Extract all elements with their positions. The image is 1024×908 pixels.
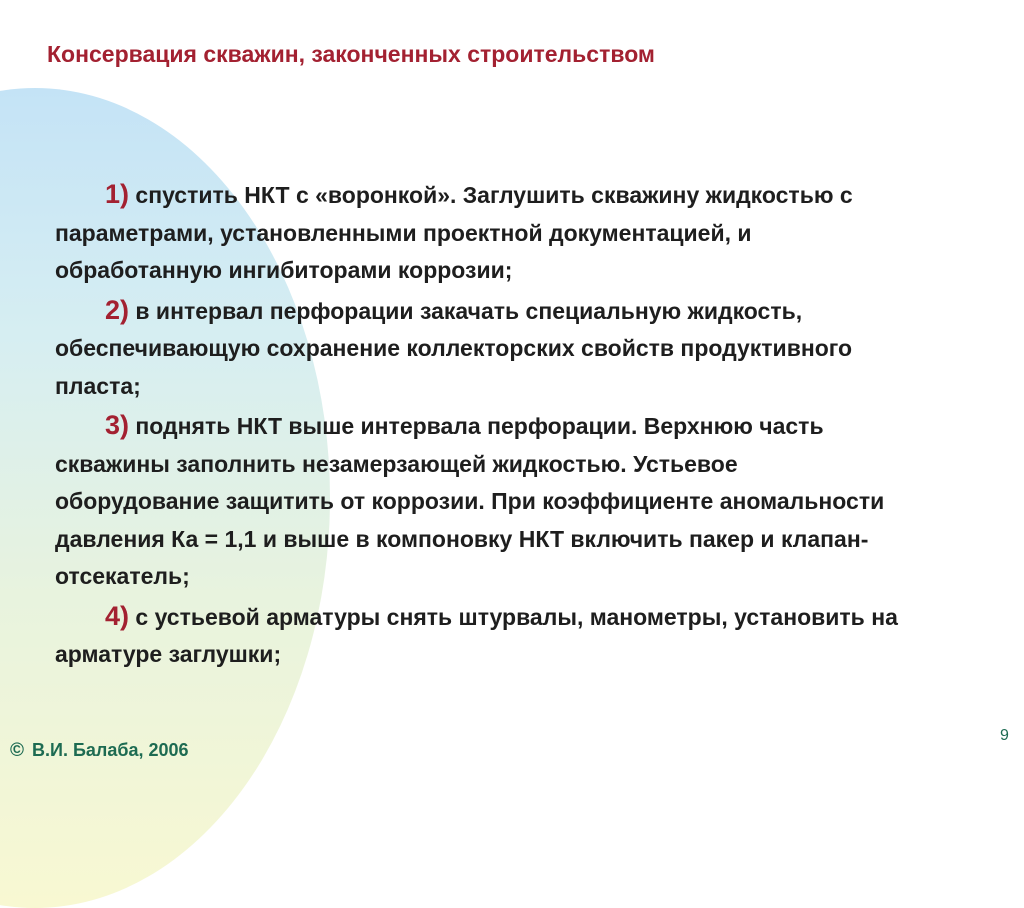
slide-title: Консервация скважин, законченных строительством bbox=[47, 41, 655, 67]
item-text: поднять НКТ выше интервала перфорации. Верхнюю часть скважины заполнить незамерзающей жидкостью. Устьевое оборудование защитить от коррозии. При коэффициенте аномальности давления Ка = 1,1 и выше в компоновку НКТ включить пакер и клапан-отсекатель; bbox=[55, 413, 885, 589]
item-number: 2) bbox=[105, 294, 130, 325]
list-item bbox=[55, 598, 905, 674]
item-number: 4) bbox=[105, 600, 130, 631]
item-text: в интервал перфорации закачать специальную жидкость, обеспечивающую сохранение коллекторских свойств продуктивного пласта; bbox=[55, 297, 853, 399]
list-item bbox=[55, 407, 905, 596]
item-text: спустить НКТ с «воронкой». Заглушить скважину жидкостью с параметрами, установленными проектной документацией, и обработанную ингибиторами коррозии; bbox=[55, 182, 853, 283]
list-item bbox=[55, 176, 905, 290]
page-number: 9 bbox=[1000, 727, 1009, 744]
item-text: с устьевой арматуры снять штурвалы, манометры, установить на арматуре заглушки; bbox=[55, 603, 898, 667]
footer-copyright bbox=[10, 740, 189, 762]
steps-list bbox=[55, 176, 905, 674]
footer-author: В.И. Балаба, 2006 bbox=[32, 740, 189, 760]
item-number: 1) bbox=[105, 179, 130, 209]
copyright-icon: © bbox=[10, 740, 24, 761]
list-item bbox=[55, 292, 905, 406]
item-number: 3) bbox=[105, 410, 130, 440]
